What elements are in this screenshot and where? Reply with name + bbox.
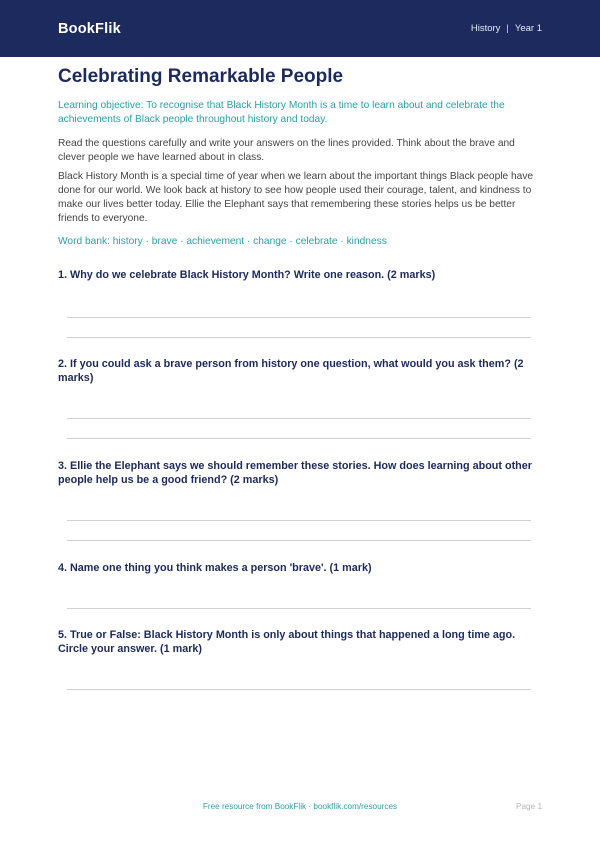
subject-label: History (470, 23, 501, 34)
answer-line[interactable] (67, 438, 531, 439)
header-meta (471, 23, 542, 34)
passage-text: Black History Month is a special time of year when we learn about the important things Black people have done for our world. We look back at history to see how people used their courage, talent, and kindness to make our lives better today. Ellie the Elephant says that remembering these stories helps us be better friends to everyone. (58, 171, 534, 224)
answer-line[interactable] (67, 689, 531, 690)
instructions-text: Read the questions carefully and write your answers on the lines provided. Think about the brave and clever people we have learned about in class. (58, 138, 515, 163)
page-header (0, 0, 600, 57)
answer-line[interactable] (67, 520, 531, 521)
page-title: Celebrating Remarkable People (58, 66, 344, 87)
answer-line[interactable] (67, 418, 531, 419)
question-1: 1. Why do we celebrate Black History Month? Write one reason. (2 marks) (58, 269, 436, 281)
question-3: 3. Ellie the Elephant says we should remember these stories. How does learning about other people help us be a good friend? (2 marks) (58, 460, 532, 486)
answer-line[interactable] (67, 317, 531, 318)
year-label: Year 1 (514, 23, 542, 34)
question-5: 5. True or False: Black History Month is only about things that happened a long time ago. Circle your answer. (1 mark) (58, 629, 516, 655)
meta-separator: | (506, 23, 509, 34)
word-bank: Word bank: history · brave · achievement · change · celebrate · kindness (58, 236, 387, 247)
answer-line[interactable] (67, 608, 531, 609)
learning-objective: Learning objective: To recognise that Black History Month is a time to learn about and celebrate the achievements of Black people throughout history and today. (58, 100, 505, 125)
question-4: 4. Name one thing you think makes a person 'brave'. (1 mark) (58, 562, 372, 574)
answer-line[interactable] (67, 540, 531, 541)
question-2: 2. If you could ask a brave person from history one question, what would you ask them? (2 marks) (58, 358, 524, 384)
answer-line[interactable] (67, 337, 531, 338)
page-number: Page 1 (516, 802, 542, 811)
footer-resource-link[interactable]: Free resource from BookFlik · bookflik.com/resources (202, 802, 398, 811)
brand-logo[interactable]: BookFlik (58, 20, 121, 37)
